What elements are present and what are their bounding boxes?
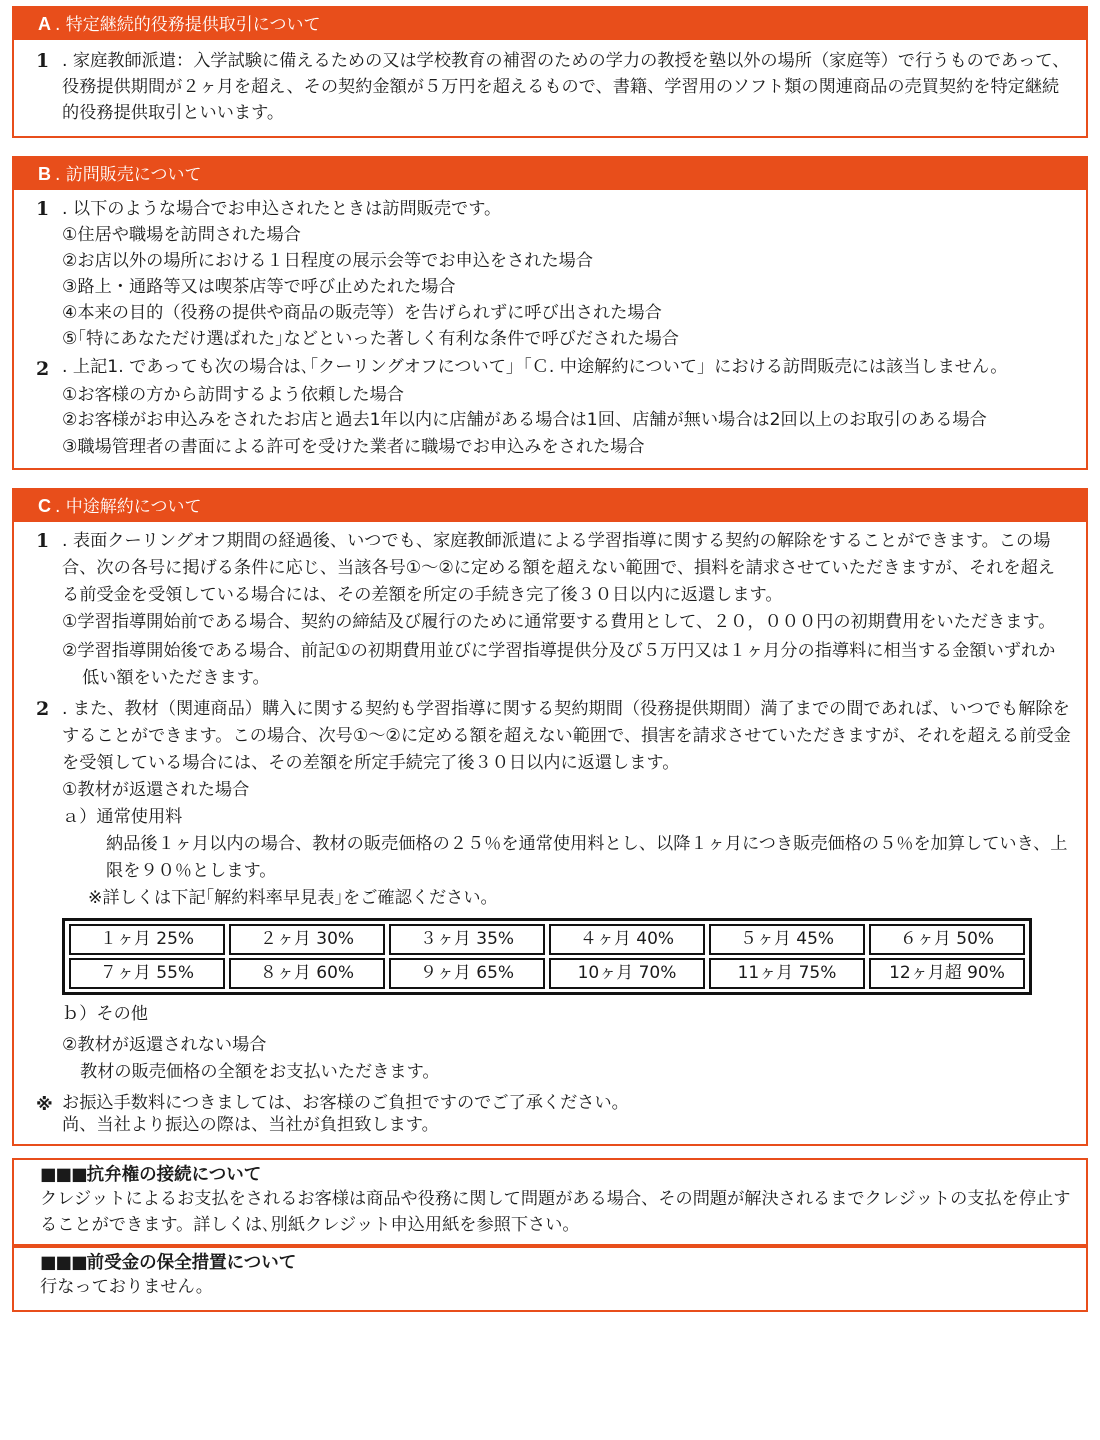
sub-item: ②学習指導開始後である場合、前記①の初期費用並びに学習指導提供分及び５万円又は１ヶ月分の指導料に相当する金額いずれか低い額をいただきます。 [62,641,1056,688]
section-c-header [14,490,1086,522]
section-b-item-1 [36,196,1072,352]
table-cell: ５ヶ月 45% [709,924,865,955]
table-cell: ３ヶ月 35% [389,924,545,955]
item-text: . 表面クーリングオフ期間の経過後、いつでも、家庭教師派遣による学習指導に関する契約の解除をすることができます。この場合、次の各号に掲げる条件に応じ、当該各号①～②に定める額を超えない範囲で、損料を請求させていただきますが、それを超える前受金を受領している場合には、その差額を所定の手続き完了後３０日以内に返還します。 [62,531,1055,605]
prepayment-text: 行なっておりません。 [40,1277,213,1297]
table-cell: １ヶ月 25% [69,924,225,955]
sub-item: ③職場管理者の書面による許可を受けた業者に職場でお申込みをされた場合 [62,437,645,457]
sub-item: ②お店以外の場所における１日程度の展示会等でお申込をされた場合 [62,251,594,271]
cancellation-rate-table [62,918,1032,995]
sub-item: ③路上・通路等又は喫茶店等で呼び止めたれた場合 [62,277,456,297]
credit-defense-box [12,1158,1088,1246]
section-a-title: . 特定継続的役務提供取引について [55,15,321,35]
section-a [12,6,1088,138]
table-cell: ９ヶ月 65% [389,958,545,989]
table-row [69,958,1025,989]
item-number: 1 [36,198,50,220]
note-line-1: お振込手数料につきましては、お客様のご負担ですのでご了承ください。 [62,1093,629,1113]
note-line-2: 尚、当社より振込の際は、当社が負担致します。 [62,1115,439,1135]
section-c [12,488,1088,1146]
table-row [69,924,1025,955]
returned-label: ①教材が返還された場合 [62,780,250,800]
item-text: . 以下のような場合でお申込されたときは訪問販売です。 [62,199,502,219]
table-cell: ８ヶ月 60% [229,958,385,989]
section-c-title: . 中途解約について [55,497,202,517]
item-text: . また、教材（関連商品）購入に関する契約も学習指導に関する契約期間（役務提供期間）満了までの間であれば、いつでも解除をすることができます。この場合、次号①～②に定める額を超えない範囲で、損害を請求させていただきますが、それを超える前受金を受領している場合には、その差額を所定手続完了後３０日以内に返還します。 [62,699,1071,773]
table-cell: ２ヶ月 30% [229,924,385,955]
item-text: . 上記1. であっても次の場合は､｢クーリングオフについて｣「Ｃ. 中途解約について」における訪問販売には該当しません。 [62,357,1008,377]
usage-fee-text: 納品後１ヶ月以内の場合、教材の販売価格の２５％を通常使用料とし、以降１ヶ月につき販売価格の５％を加算していき、上限を９０％とします。 [106,834,1068,881]
table-cell: ４ヶ月 40% [549,924,705,955]
table-cell: 11ヶ月 75% [709,958,865,989]
section-b-letter: B [38,164,51,184]
sub-item: ①お客様の方から訪問するよう依頼した場合 [62,385,404,405]
item-number: 2 [36,358,50,380]
table-cell: 12ヶ月超 90% [869,958,1025,989]
item-text: . 家庭教師派遣：入学試験に備えるための又は学校教育の補習のための学力の教授を塾以外の場所（家庭等）で行うものであって、役務提供期間が２ヶ月を超え、その契約金額が５万円を超えるもので、書籍、学習用のソフト類の関連商品の売買契約を特定継続的役務提供取引といいます。 [62,51,1070,123]
square-bullets: ■■■ [40,1253,87,1273]
sub-item: ④本来の目的（役務の提供や商品の販売等）を告げられずに呼び出された場合 [62,303,662,323]
section-a-item-1 [36,48,1072,126]
table-cell: ７ヶ月 55% [69,958,225,989]
prepayment-box [12,1246,1088,1312]
sub-item: ①学習指導開始前である場合、契約の締結及び履行のために通常要する費用として、２０，０００円の初期費用をいただきます。 [62,612,1056,632]
item-number: 2 [36,698,50,720]
section-c-letter: C [38,496,51,516]
section-c-item-1 [36,528,1072,692]
sub-item: ②お客様がお申込みをされたお店と過去1年以内に店舗がある場合は1回、店舗が無い場合は2回以上のお取引のある場合 [62,410,987,430]
sub-item: ①住居や職場を訪問された場合 [62,225,301,245]
section-a-header [14,8,1086,40]
item-number: 1 [36,530,50,552]
section-a-letter: A [38,14,51,34]
usage-fee-label: ａ）通常使用料 [62,807,183,827]
section-b-header [14,158,1086,190]
credit-defense-text: クレジットによるお支払をされるお客様は商品や役務に関して問題がある場合、その問題が解決されるまでクレジットの支払を停止することができます。詳しくは､別紙クレジット申込用紙を参照下さい。 [40,1189,1071,1235]
square-bullets: ■■■ [40,1165,87,1185]
rate-table-note: ※詳しくは下記｢解約料率早見表｣をご確認ください。 [88,888,498,908]
section-b-title: . 訪問販売について [55,165,202,185]
note-mark: ※ [36,1095,53,1115]
item-number: 1 [36,50,50,72]
document-page [12,6,1088,1312]
not-returned-label: ②教材が返還されない場合 [62,1035,267,1055]
prepayment-title: 前受金の保全措置について [86,1253,297,1273]
section-b [12,156,1088,470]
fee-note [36,1092,1072,1136]
sub-item: ⑤｢特にあなただけ選ばれた｣などといった著しく有利な条件で呼びだされた場合 [62,329,679,349]
credit-defense-title: 抗弁権の接続について [86,1165,262,1185]
other-label: ｂ）その他 [62,1004,148,1024]
table-cell: ６ヶ月 50% [869,924,1025,955]
not-returned-text: 教材の販売価格の全額をお支払いただきます。 [80,1062,440,1082]
table-cell: 10ヶ月 70% [549,958,705,989]
section-c-item-2 [36,696,1072,912]
section-b-item-2 [36,356,1072,460]
